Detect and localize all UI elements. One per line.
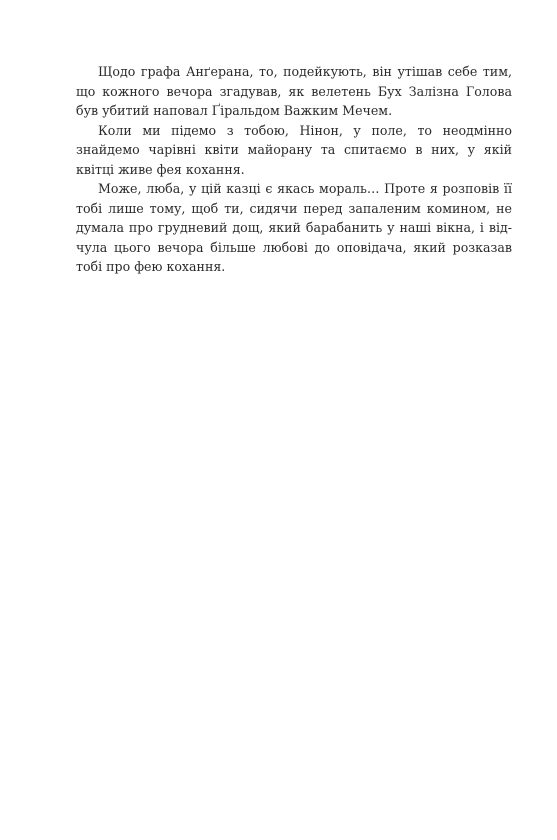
paragraph-3: Може, люба, у цій казці є якась мораль… Проте я розповів її тобі лише тому, щоб ти, сидячи перед запаленим комином, не думала про грудневий дощ, який барабанить у наші вікна, і відчула цього вечора більше любові до оповідача, який розказав тобі про фею кохання.: [76, 181, 512, 274]
story-text: [76, 62, 512, 277]
paragraph-1: Щодо графа Анґерана, то, подейкують, він утішав себе тим, що кожного вечора згадував, як велетень Бух Залізна Голова був убитий наповал Ґіральдом Важким Мечем.: [76, 64, 512, 118]
paragraph-2: Коли ми підемо з тобою, Нінон, у поле, то неодмінно знайдемо чарівні квіти майорану та спитаємо в них, у якій квітці живе фея кохання.: [76, 122, 512, 177]
